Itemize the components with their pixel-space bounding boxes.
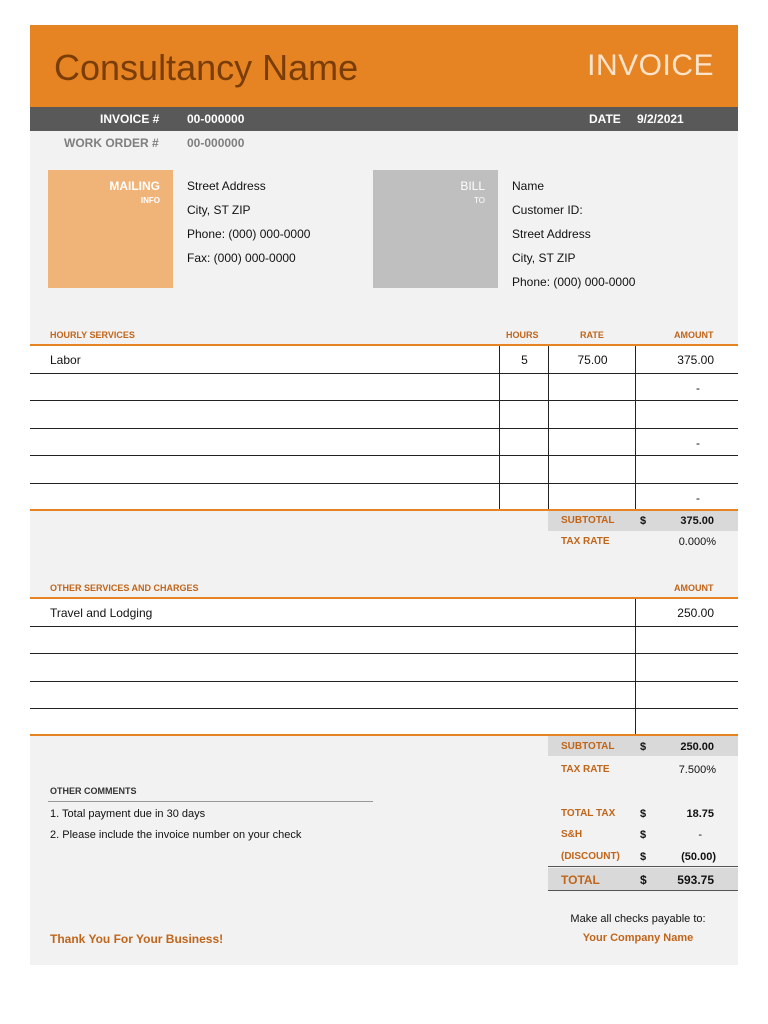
mailing-title: MAILING <box>109 179 160 193</box>
discount-label: (DISCOUNT) <box>561 851 620 862</box>
table-row[interactable] <box>30 456 738 484</box>
other-amount-column-header: AMOUNT <box>674 583 714 593</box>
other-subtotal-label: SUBTOTAL <box>561 741 615 752</box>
total-tax-label: TOTAL TAX <box>561 808 616 819</box>
invoice-info-bar <box>30 107 738 131</box>
grand-total-currency: $ <box>640 873 647 887</box>
shipping-handling-currency: $ <box>640 829 647 841</box>
invoice-number-label: INVOICE # <box>100 112 160 126</box>
other-comments-label: OTHER COMMENTS <box>50 786 137 796</box>
discount-currency: $ <box>640 851 647 863</box>
table-row[interactable] <box>30 682 738 709</box>
work-order-value[interactable]: 00-000000 <box>187 136 245 150</box>
row-amount: - <box>696 381 700 395</box>
grand-total-value: 593.75 <box>677 873 714 887</box>
discount-value[interactable]: (50.00) <box>681 851 716 863</box>
column-divider <box>635 346 636 510</box>
total-tax-currency: $ <box>640 808 647 820</box>
total-bottom-rule <box>548 890 738 891</box>
table-row[interactable] <box>30 346 738 374</box>
comments-divider <box>48 801 373 802</box>
bill-to-name[interactable]: Name <box>512 179 545 193</box>
work-order-label: WORK ORDER # <box>64 136 159 150</box>
other-subtotal-currency: $ <box>640 741 647 753</box>
shipping-handling-label: S&H <box>561 829 583 840</box>
invoice-header <box>30 25 738 107</box>
other-tax-rate-label: TAX RATE <box>561 764 610 775</box>
other-services-label: OTHER SERVICES AND CHARGES <box>50 583 199 593</box>
table-row[interactable] <box>30 484 738 510</box>
table-row[interactable] <box>30 401 738 429</box>
mailing-subtitle: INFO <box>140 196 160 205</box>
bill-to-subtitle: TO <box>474 196 485 205</box>
row-amount: - <box>696 436 700 450</box>
total-tax-value: 18.75 <box>686 808 714 820</box>
bill-to-title: BILL <box>460 179 485 193</box>
hourly-services-table <box>30 346 738 510</box>
company-name[interactable]: Consultancy Name <box>54 47 359 88</box>
mailing-phone[interactable]: Phone: (000) 000-0000 <box>187 227 311 241</box>
row-amount: 375.00 <box>677 353 714 367</box>
hourly-services-label: HOURLY SERVICES <box>50 330 135 340</box>
table-row[interactable] <box>30 429 738 456</box>
total-top-rule <box>548 866 738 867</box>
table-row[interactable] <box>30 654 738 682</box>
hourly-tax-rate-value[interactable]: 0.000% <box>678 536 716 548</box>
table-row[interactable] <box>30 709 738 734</box>
table-row[interactable] <box>30 599 738 627</box>
invoice-number-value[interactable]: 00-000000 <box>187 112 245 126</box>
row-rate[interactable]: 75.00 <box>577 353 608 367</box>
row-amount[interactable]: 250.00 <box>677 606 714 620</box>
hourly-tax-rate-label: TAX RATE <box>561 536 610 547</box>
shipping-handling-value[interactable]: - <box>698 829 702 841</box>
column-divider <box>548 346 549 510</box>
comment-line-1[interactable]: 1. Total payment due in 30 days <box>50 808 206 820</box>
payable-company-name[interactable]: Your Company Name <box>582 932 694 944</box>
bill-to-block <box>373 170 498 288</box>
table-row[interactable] <box>30 374 738 401</box>
table-row[interactable] <box>30 627 738 654</box>
other-tax-rate-value[interactable]: 7.500% <box>678 764 716 776</box>
hours-column-header: HOURS <box>506 330 539 340</box>
column-divider <box>635 599 636 734</box>
row-amount: - <box>696 491 700 505</box>
other-services-table <box>30 599 738 734</box>
other-subtotal-value: 250.00 <box>680 741 714 753</box>
date-label: DATE <box>589 112 621 126</box>
row-description[interactable]: Travel and Lodging <box>50 606 153 620</box>
payable-to-label: Make all checks payable to: <box>570 913 706 925</box>
bill-to-city[interactable]: City, ST ZIP <box>512 251 576 265</box>
bill-to-customer-id[interactable]: Customer ID: <box>512 203 583 217</box>
mailing-city[interactable]: City, ST ZIP <box>187 203 251 217</box>
mailing-fax[interactable]: Fax: (000) 000-0000 <box>187 251 296 265</box>
hourly-subtotal-label: SUBTOTAL <box>561 515 615 526</box>
mailing-street[interactable]: Street Address <box>187 179 266 193</box>
document-title: INVOICE <box>587 49 714 82</box>
hourly-subtotal-currency: $ <box>640 515 647 527</box>
mailing-info-block <box>48 170 173 288</box>
date-value[interactable]: 9/2/2021 <box>637 112 684 126</box>
row-description[interactable]: Labor <box>50 353 81 367</box>
bill-to-street[interactable]: Street Address <box>512 227 591 241</box>
grand-total-label: TOTAL <box>561 873 600 887</box>
column-divider <box>499 346 500 510</box>
bill-to-phone[interactable]: Phone: (000) 000-0000 <box>512 275 636 289</box>
rate-column-header: RATE <box>580 330 604 340</box>
amount-column-header: AMOUNT <box>674 330 714 340</box>
row-hours[interactable]: 5 <box>521 353 528 367</box>
thank-you-message: Thank You For Your Business! <box>50 932 224 946</box>
hourly-subtotal-value: 375.00 <box>680 515 714 527</box>
comment-line-2[interactable]: 2. Please include the invoice number on your check <box>50 829 302 841</box>
